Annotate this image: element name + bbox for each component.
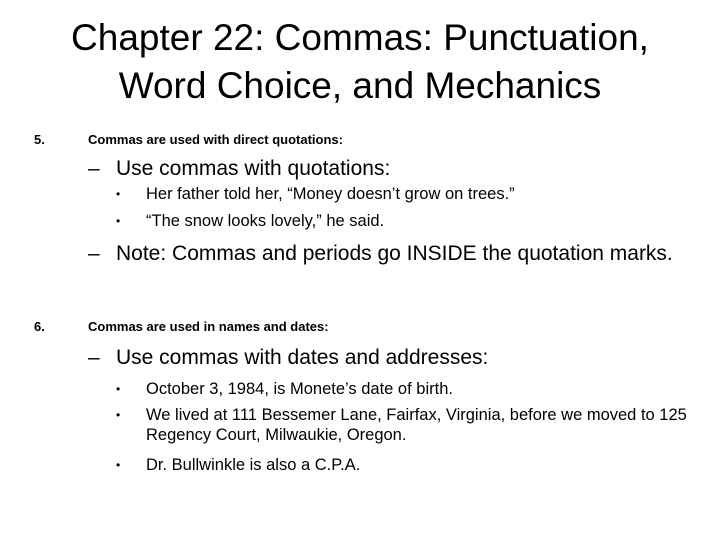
- bullet-text: “The snow looks lovely,” he said.: [146, 212, 385, 230]
- dash-marker: –: [88, 346, 100, 369]
- section-5-note: [88, 241, 688, 267]
- bullet-text: October 3, 1984, is Monete’s date of birth.: [146, 380, 453, 398]
- bullet-text: We lived at 111 Bessemer Lane, Fairfax, Virginia, before we moved to 125 Regency Court, Milwaukie, Oregon.: [146, 406, 687, 444]
- bullet-text: Her father told her, “Money doesn’t grow on trees.”: [146, 185, 515, 203]
- section-6-number: 6.: [34, 319, 45, 334]
- title-line-1: Chapter 22: Commas: Punctuation,: [71, 17, 649, 58]
- section-6-bullet-1: [116, 379, 706, 399]
- section-5-heading: Commas are used with direct quotations:: [88, 132, 343, 147]
- bullet-marker: •: [116, 408, 121, 422]
- bullet-marker: •: [116, 458, 121, 472]
- slide-title: [40, 14, 680, 110]
- bullet-marker: •: [116, 214, 121, 228]
- section-5-bullet-1: [116, 184, 706, 204]
- bullet-text: Dr. Bullwinkle is also a C.P.A.: [146, 456, 361, 474]
- subpoint-text: Use commas with dates and addresses:: [116, 346, 489, 369]
- section-6-heading: Commas are used in names and dates:: [88, 319, 329, 334]
- section-5-bullet-2: [116, 211, 706, 231]
- bullet-marker: •: [116, 382, 121, 396]
- note-text: Note: Commas and periods go INSIDE the quotation marks.: [116, 242, 673, 265]
- subpoint-text: Use commas with quotations:: [116, 157, 391, 180]
- title-line-2: Word Choice, and Mechanics: [118, 65, 602, 106]
- section-5-subpoint: [88, 156, 688, 182]
- bullet-marker: •: [116, 187, 121, 201]
- section-6-bullet-3: [116, 455, 706, 475]
- section-6-bullet-2: [116, 405, 706, 445]
- dash-marker: –: [88, 242, 100, 265]
- dash-marker: –: [88, 157, 100, 180]
- section-6-subpoint: [88, 345, 688, 371]
- section-5-number: 5.: [34, 132, 45, 147]
